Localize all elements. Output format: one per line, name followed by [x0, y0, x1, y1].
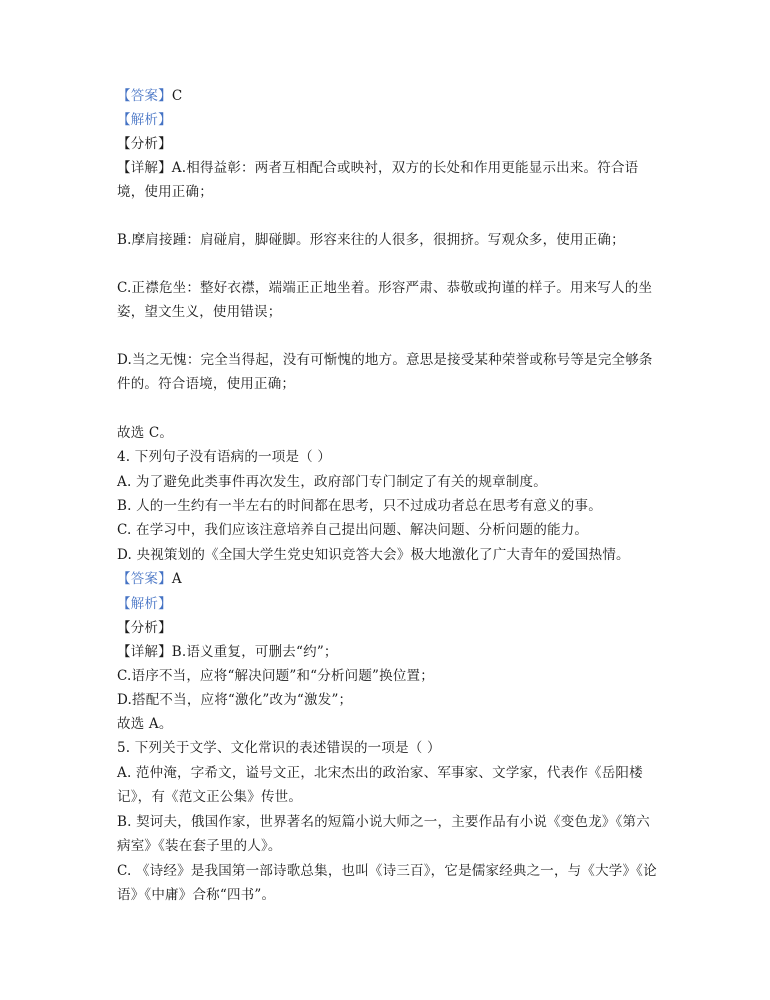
answer-value: A	[171, 571, 182, 587]
question-5: 5. 下列关于文学、文化常识的表述错误的一项是（ ）	[117, 740, 441, 756]
detail-line: C.正襟危坐：整好衣襟，端端正正地坐着。形容严肃、恭敬或拘谨的样子。用来写人的坐	[117, 280, 653, 296]
option-b: B. 契诃夫，俄国作家，世界著名的短篇小说大师之一，主要作品有小说《变色龙》《第六	[117, 814, 650, 830]
detail-line: D.搭配不当，应将“激化”改为“激发”；	[117, 692, 353, 708]
option-d: D. 央视策划的《全国大学生党史知识竞答大会》极大地激化了广大青年的爱国热情。	[117, 547, 630, 563]
answer-tag: 【答案】	[117, 571, 172, 587]
detail-line: 【详解】A.相得益彰：两者互相配合或映衬，双方的长处和作用更能显示出来。符合语	[117, 160, 639, 176]
answer-tag: 【答案】	[117, 88, 172, 104]
analysis-tag: 【解析】	[117, 112, 172, 128]
option-a: A. 为了避免此类事件再次发生，政府部门专门制定了有关的规章制度。	[117, 474, 547, 490]
q3-answer-line	[117, 86, 182, 106]
option-a: A. 范仲淹，字希文，谥号文正，北宋杰出的政治家、军事家、文学家，代表作《岳阳楼	[117, 765, 643, 781]
conclusion-line: 故选 A。	[117, 716, 173, 732]
fenxi-tag: 【分析】	[117, 136, 172, 152]
conclusion-line: 故选 C。	[117, 425, 174, 441]
detail-line: 姿，望文生义，使用错误；	[117, 304, 282, 320]
option-c: C. 在学习中，我们应该注意培养自己提出问题、解决问题、分析问题的能力。	[117, 522, 589, 538]
detail-line: D.当之无愧：完全当得起，没有可惭愧的地方。意思是接受某种荣誉或称号等是完全够条	[117, 352, 653, 368]
question-4: 4. 下列句子没有语病的一项是（ ）	[117, 449, 332, 465]
detail-line: C.语序不当，应将“解决问题”和“分析问题”换位置；	[117, 668, 434, 684]
detail-line: B.摩肩接踵：肩碰肩，脚碰脚。形容来往的人很多，很拥挤。写观众多，使用正确；	[117, 232, 625, 248]
detail-line: 【详解】B.语义重复，可删去“约”；	[117, 644, 338, 660]
option-b: B. 人的一生约有一半左右的时间都在思考，只不过成功者总在思考有意义的事。	[117, 498, 602, 514]
fenxi-tag: 【分析】	[117, 620, 172, 636]
q4-answer-line	[117, 569, 182, 589]
option-c-cont: 语》《中庸》合称“四书”。	[117, 887, 276, 903]
option-c: C. 《诗经》是我国第一部诗歌总集，也叫《诗三百》，它是儒家经典之一，与《大学》《论	[117, 863, 657, 879]
option-a-cont: 记》，有《范文正公集》传世。	[117, 789, 303, 805]
option-b-cont: 病室》《装在套子里的人》。	[117, 838, 282, 854]
detail-line: 境，使用正确；	[117, 184, 213, 200]
analysis-tag: 【解析】	[117, 596, 172, 612]
detail-line: 件的。符合语境，使用正确；	[117, 376, 296, 392]
answer-value: C	[171, 88, 183, 104]
